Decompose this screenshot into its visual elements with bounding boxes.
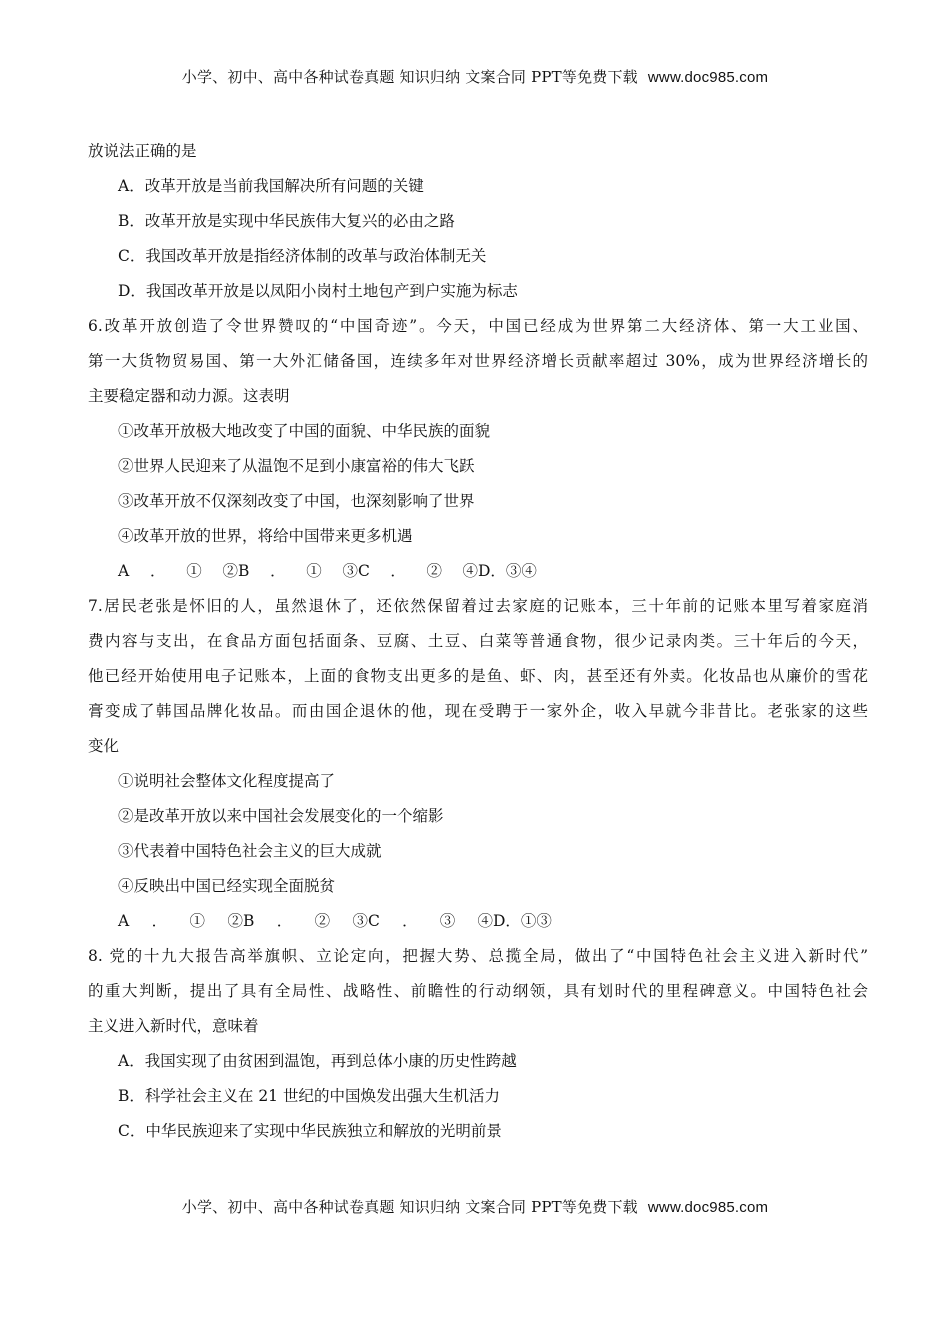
question-content: [88, 134, 868, 1149]
q8-stem-line-3: 主义进入新时代，意味着: [88, 1017, 259, 1035]
page-footer: [0, 1196, 950, 1217]
q5-option-b: B．改革开放是实现中华民族伟大复兴的必由之路: [118, 212, 455, 230]
q7-choice-a: A．①②: [118, 912, 243, 930]
q8-stem-line-1: 8. 党的十九大报告高举旗帜、立论定向，把握大势、总揽全局，做出了“中国特色社会主义进入新时代”: [88, 947, 868, 965]
q6-stem-line-3: 主要稳定器和动力源。这表明: [88, 387, 290, 405]
q6-stem-line-1: 6.改革开放创造了令世界赞叹的“中国奇迹”。今天，中国已经成为世界第二大经济体、第一大工业国、: [88, 317, 868, 335]
q8-option-a: A．我国实现了由贫困到温饱，再到总体小康的历史性跨越: [118, 1052, 517, 1070]
q8-option-c: C．中华民族迎来了实现中华民族独立和解放的光明前景: [118, 1122, 502, 1140]
page-header: [0, 66, 950, 87]
q7-item-1: ①说明社会整体文化程度提高了: [118, 772, 336, 790]
q8-option-b: B．科学社会主义在 21 世纪的中国焕发出强大生机活力: [118, 1087, 500, 1105]
q7-item-4: ④反映出中国已经实现全面脱贫: [118, 877, 336, 895]
q7-choice-c: C．③④: [368, 912, 493, 930]
q7-stem-line-5: 变化: [88, 737, 120, 755]
q6-item-4: ④改革开放的世界，将给中国带来更多机遇: [118, 527, 413, 545]
q7-stem-line-1: 7.居民老张是怀旧的人，虽然退休了，还依然保留着过去家庭的记账本，三十年前的记账本里写着家庭消: [88, 597, 868, 615]
q7-item-3: ③代表着中国特色社会主义的巨大成就: [118, 842, 382, 860]
q5-option-c: C．我国改革开放是指经济体制的改革与政治体制无关: [118, 247, 487, 265]
q6-choices: [88, 554, 868, 589]
q7-choice-d: D．①③: [493, 912, 552, 930]
q6-choice-b: B．①③: [238, 562, 358, 580]
footer-text: 小学、初中、高中各种试卷真题 知识归纳 文案合同 PPT等免费下载: [181, 1198, 638, 1216]
q5-option-d: D．我国改革开放是以凤阳小岗村土地包产到户实施为标志: [118, 282, 518, 300]
q7-stem-line-2: 费内容与支出，在食品方面包括面条、豆腐、土豆、白菜等普通食物，很少记录肉类。三十年后的今天，: [88, 632, 868, 650]
q7-stem-line-3: 他已经开始使用电子记账本，上面的食物支出更多的是鱼、虾、肉，甚至还有外卖。化妆品也从廉价的雪花: [88, 667, 868, 685]
footer-site-link[interactable]: www.doc985.com: [647, 1199, 769, 1216]
q6-choice-d: D．③④: [478, 562, 537, 580]
q7-choice-b: B．②③: [243, 912, 368, 930]
q6-choice-a: A．①②: [118, 562, 238, 580]
header-site-link[interactable]: www.doc985.com: [647, 69, 769, 86]
q5-stem-tail: 放说法正确的是: [88, 142, 197, 160]
q8-stem-line-2: 的重大判断，提出了具有全局性、战略性、前瞻性的行动纲领，具有划时代的里程碑意义。中国特色社会: [88, 982, 868, 1000]
q6-item-1: ①改革开放极大地改变了中国的面貌、中华民族的面貌: [118, 422, 491, 440]
q7-item-2: ②是改革开放以来中国社会发展变化的一个缩影: [118, 807, 444, 825]
q7-stem-line-4: 膏变成了韩国品牌化妆品。而由国企退休的他，现在受聘于一家外企，收入早就今非昔比。老张家的这些: [88, 702, 868, 720]
q5-option-a: A．改革开放是当前我国解决所有问题的关键: [118, 177, 424, 195]
header-text: 小学、初中、高中各种试卷真题 知识归纳 文案合同 PPT等免费下载: [181, 68, 638, 86]
q7-choices: [88, 904, 868, 939]
q6-choice-c: C．②④: [358, 562, 478, 580]
q6-item-2: ②世界人民迎来了从温饱不足到小康富裕的伟大飞跃: [118, 457, 475, 475]
q6-stem-line-2: 第一大货物贸易国、第一大外汇储备国，连续多年对世界经济增长贡献率超过 30%，成为世界经济增长的: [88, 352, 868, 370]
q6-item-3: ③改革开放不仅深刻改变了中国，也深刻影响了世界: [118, 492, 475, 510]
